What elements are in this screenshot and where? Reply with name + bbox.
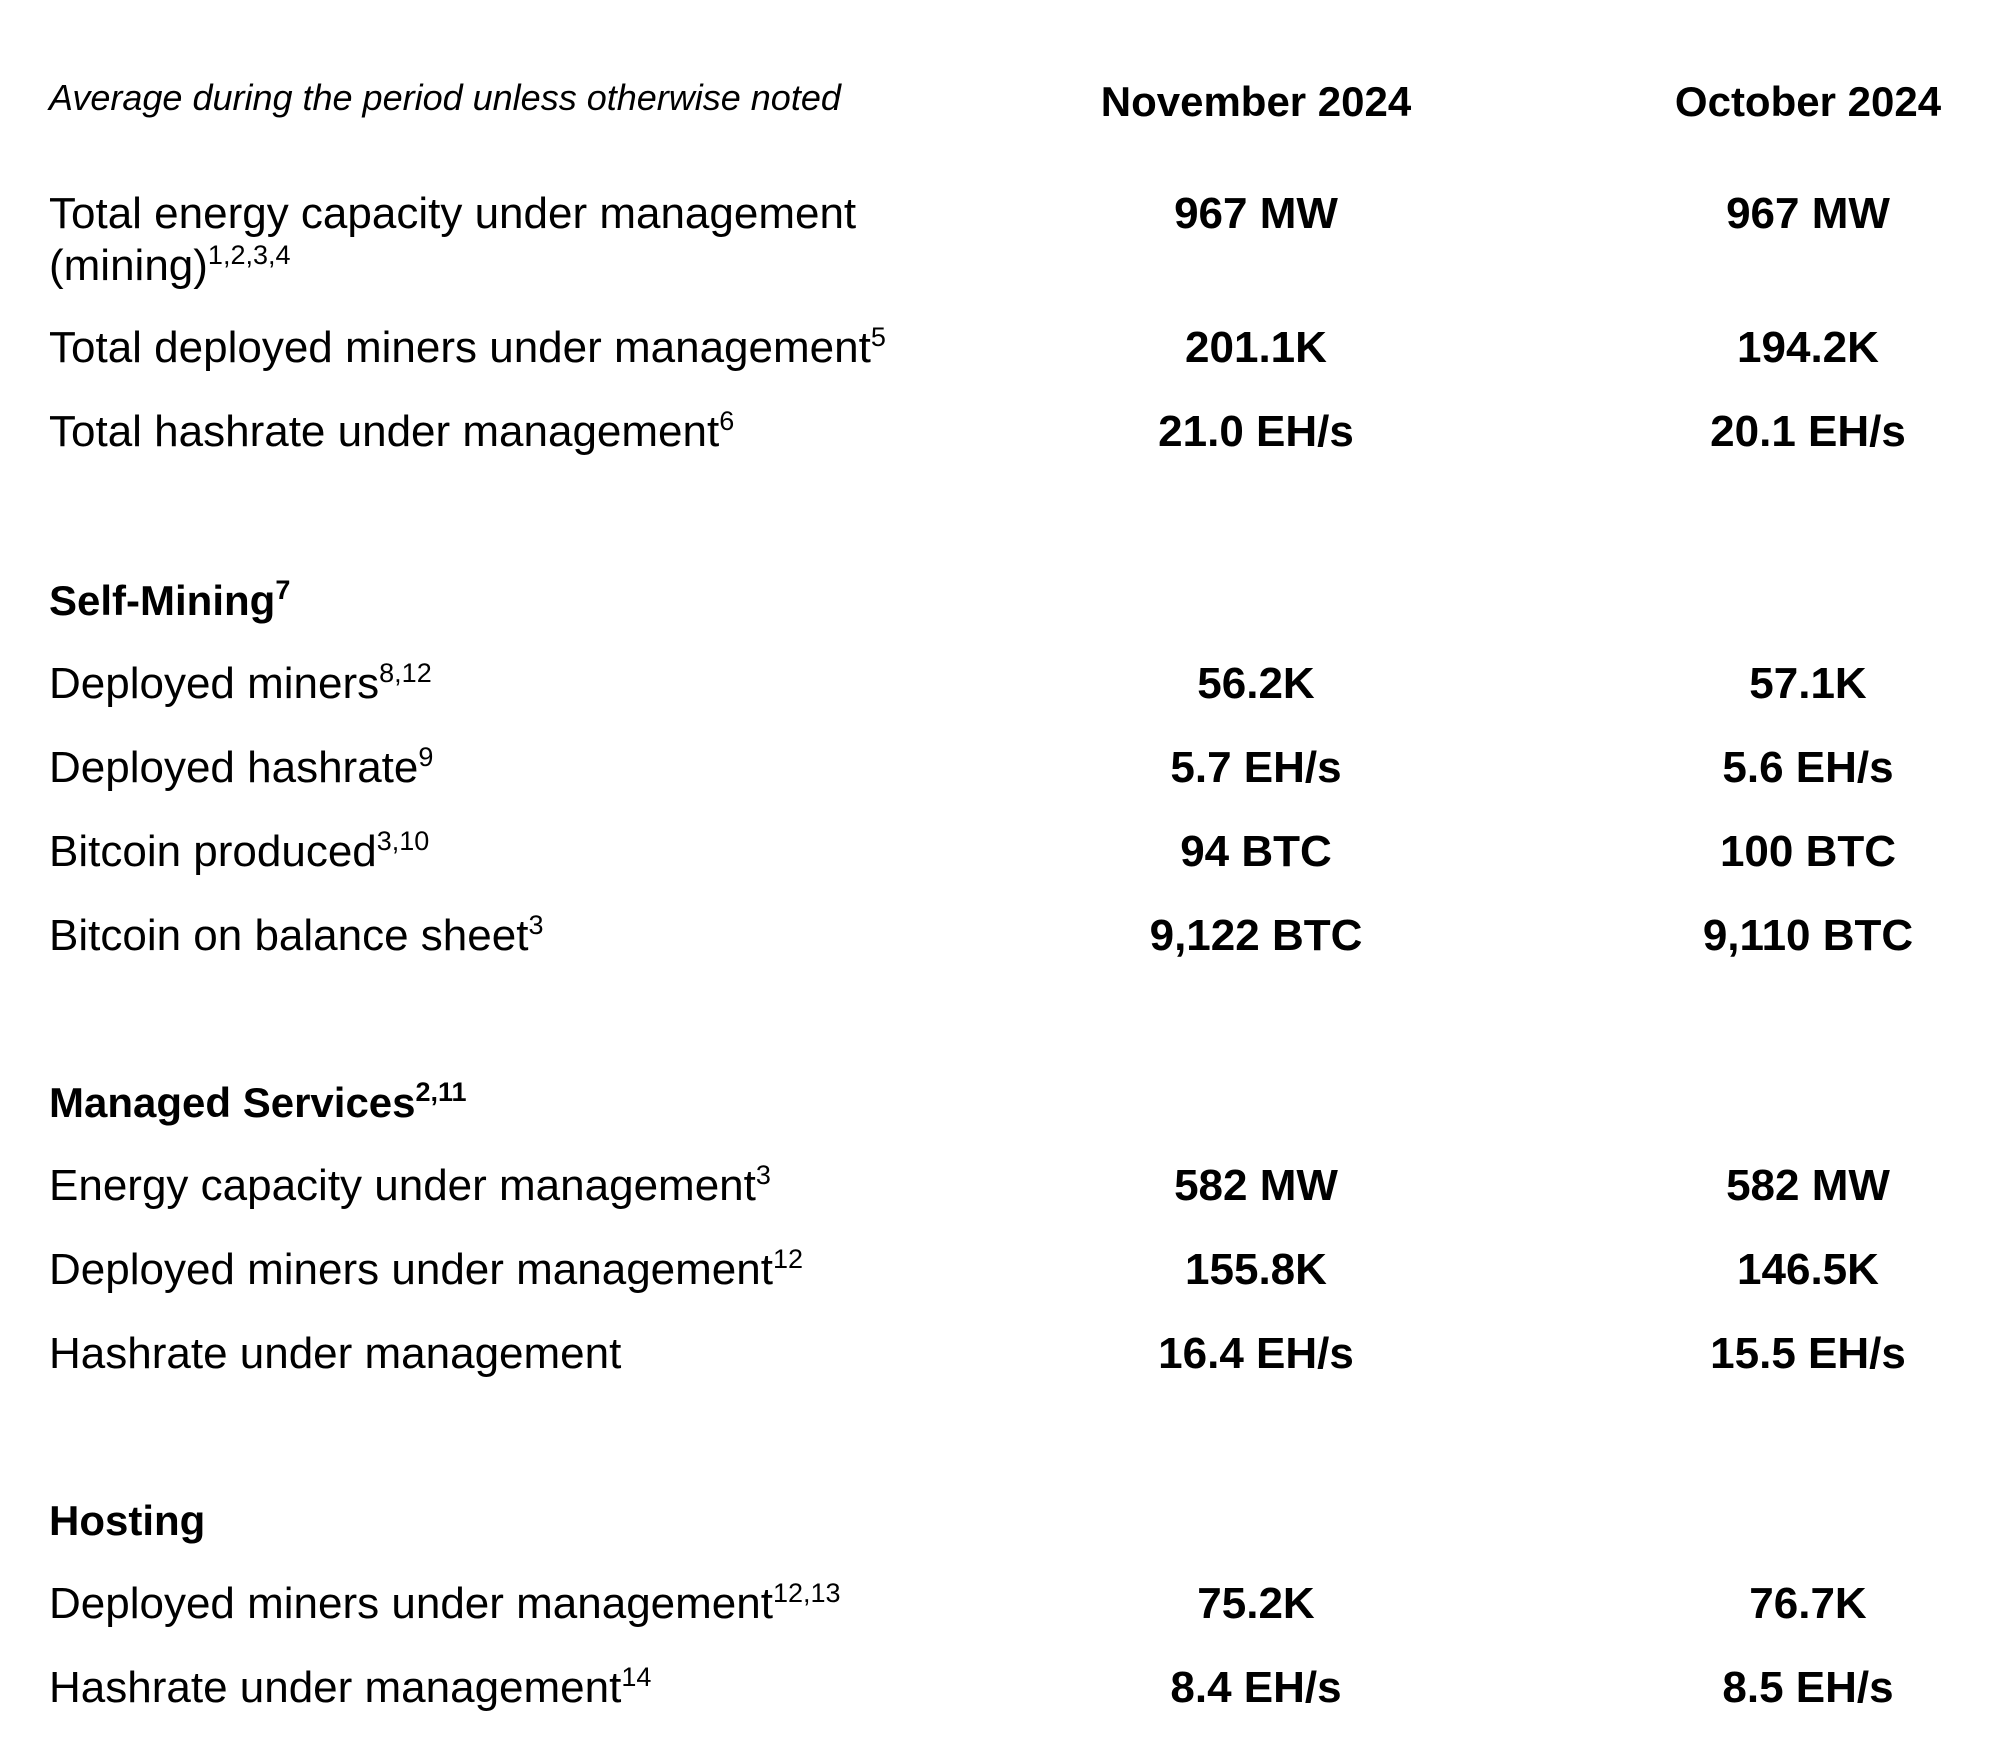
table-row	[0, 826, 2006, 910]
row-label: Bitcoin produced$^{3,10}$	[49, 826, 430, 876]
value-november: 16.4 EH/s	[1158, 1329, 1354, 1378]
row-label: Total hashrate under management$^6$	[49, 406, 735, 456]
table-row	[0, 1578, 2006, 1662]
section-title-self-mining: Self-Mining$^7$	[49, 575, 291, 624]
row-label: Total energy capacity under management (mining)$^{1,2,3,4}$	[49, 189, 857, 290]
row-label: Energy capacity under management$^3$	[49, 1160, 771, 1210]
value-november: 75.2K	[1197, 1579, 1315, 1628]
section-title-hosting: Hosting	[49, 1497, 206, 1544]
section-title-managed-services: Managed Services$^{2,11}$	[49, 1077, 467, 1126]
table-row	[0, 658, 2006, 742]
value-october: 15.5 EH/s	[1710, 1329, 1906, 1378]
row-label: Deployed miners under management$^{12}$	[49, 1244, 804, 1294]
value-october: 76.7K	[1749, 1579, 1867, 1628]
table-row	[0, 1160, 2006, 1244]
row-label: Deployed miners$^{8,12}$	[49, 658, 432, 708]
value-november: 201.1K	[1185, 323, 1327, 372]
table-row	[0, 1328, 2006, 1412]
value-november: 21.0 EH/s	[1158, 407, 1354, 456]
table-row	[0, 1662, 2006, 1746]
table-row	[0, 910, 2006, 994]
value-november: 582 MW	[1174, 1161, 1338, 1210]
value-october: 100 BTC	[1719, 827, 1897, 876]
value-november: 9,122 BTC	[1149, 911, 1363, 960]
table-row	[0, 742, 2006, 826]
table-header	[0, 72, 2006, 156]
value-october: 20.1 EH/s	[1710, 407, 1906, 456]
row-label: Deployed miners under management$^{12,13}$	[49, 1578, 841, 1628]
table-row	[0, 406, 2006, 490]
row-label: Total deployed miners under management$^5$	[49, 322, 886, 372]
table-row	[0, 322, 2006, 406]
value-november: 5.7 EH/s	[1170, 743, 1342, 792]
value-november: 94 BTC	[1180, 827, 1332, 876]
table-row	[0, 1244, 2006, 1328]
value-october: 5.6 EH/s	[1722, 743, 1894, 792]
value-october: 9,110 BTC	[1702, 911, 1914, 960]
value-october: 57.1K	[1749, 659, 1867, 708]
column-header-october: October 2024	[1674, 78, 1942, 125]
row-label: Hashrate under management$^{14}$	[49, 1662, 652, 1712]
value-november: 155.8K	[1185, 1245, 1327, 1294]
value-october: 582 MW	[1726, 1161, 1890, 1210]
row-label: Deployed hashrate$^9$	[49, 742, 434, 792]
value-november: 56.2K	[1197, 659, 1315, 708]
row-label: Hashrate under management	[49, 1329, 622, 1378]
value-october: 194.2K	[1737, 323, 1879, 372]
row-label: Bitcoin on balance sheet$^3$	[49, 910, 544, 960]
value-october: 967 MW	[1726, 189, 1890, 238]
period-note: Average during the period unless otherwise noted	[49, 77, 841, 118]
value-october: 146.5K	[1737, 1245, 1879, 1294]
value-november: 8.4 EH/s	[1170, 1663, 1342, 1712]
table-row	[0, 188, 2006, 292]
column-header-november: November 2024	[1100, 78, 1412, 125]
value-november: 967 MW	[1174, 189, 1338, 238]
value-october: 8.5 EH/s	[1722, 1663, 1894, 1712]
